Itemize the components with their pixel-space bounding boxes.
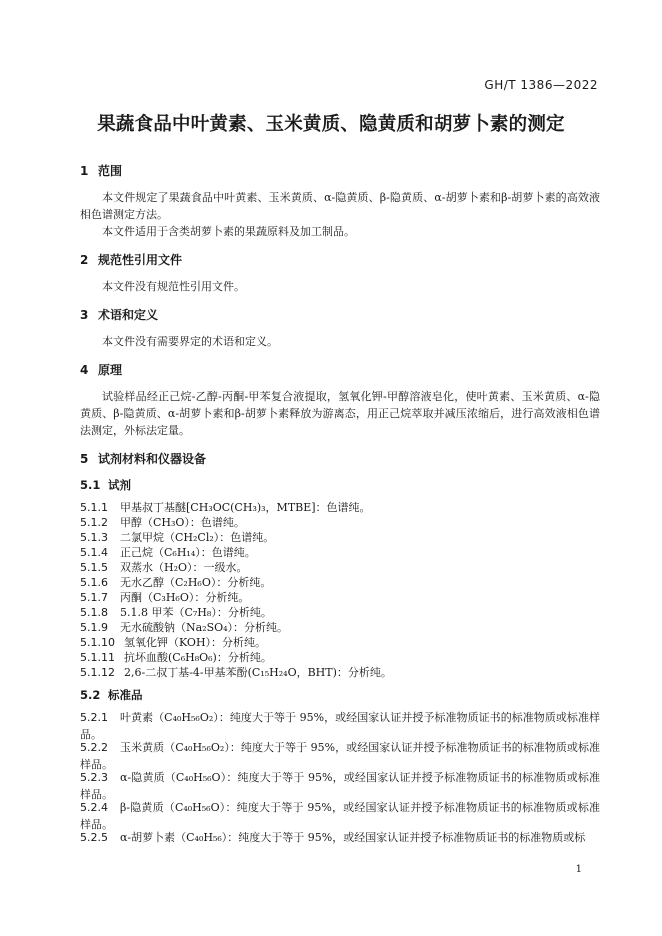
- section-4-heading: [80, 361, 122, 378]
- section-title: 原理: [98, 363, 123, 377]
- list-item: 5.2.1 叶黄素（C₄₀H₅₆O₂）：纯度大于等于 95%，或经国家认证并授予标准物质证书的标准物质或标准样品。: [80, 711, 600, 741]
- section-3-heading: [80, 306, 158, 323]
- section-5-heading: [80, 450, 206, 467]
- section-1-heading: [80, 162, 122, 179]
- list-item: 5.1.2 甲醇（CH₃O）：色谱纯。: [80, 516, 245, 529]
- section-4-paragraph-1: 试验样品经正己烷-乙醇-丙酮-甲苯复合液提取，氢氧化钾-甲醇溶液皂化，使叶黄素、玉米黄质、α-隐黄质、β-隐黄质、α-胡萝卜素和β-胡萝卜素释放为游离态，用正己烷萃取并减压浓缩后，进行高效液相色谱法测定，外标法定量。: [80, 390, 600, 437]
- list-item: 5.2.2 玉米黄质（C₄₀H₅₆O₂）：纯度大于等于 95%，或经国家认证并授予标准物质证书的标准物质或标准样品。: [80, 741, 600, 771]
- section-number: 5: [80, 452, 89, 466]
- section-5-2-heading: [80, 687, 143, 703]
- list-item: 5.1.7 丙酮（C₃H₆O）：分析纯。: [80, 591, 250, 604]
- list-item: 5.2.4 β-隐黄质（C₄₀H₅₆O）：纯度大于等于 95%，或经国家认证并授予标准物质证书的标准物质或标准样品。: [80, 801, 600, 831]
- section-1-paragraph-2: 本文件适用于含类胡萝卜素的果蔬原料及加工制品。: [102, 225, 355, 238]
- list-item: 5.1.5 双蒸水（H₂O）：一级水。: [80, 561, 248, 574]
- list-item: 5.2.3 α-隐黄质（C₄₀H₅₆O）：纯度大于等于 95%，或经国家认证并授予标准物质证书的标准物质或标准样品。: [80, 771, 600, 801]
- section-number: 1: [80, 164, 89, 178]
- list-item: 5.1.8 5.1.8 甲苯（C₇H₈）：分析纯。: [80, 606, 272, 619]
- section-title: 术语和定义: [98, 308, 159, 322]
- list-item: 5.1.1 甲基叔丁基醚[CH₃OC(CH₃)₃，MTBE]：色谱纯。: [80, 501, 371, 514]
- section-title: 规范性引用文件: [98, 253, 183, 267]
- standard-number: GH/T 1386—2022: [484, 78, 598, 92]
- subsection-number: 5.1: [80, 478, 101, 492]
- list-item: 5.1.6 无水乙醇（C₂H₆O）：分析纯。: [80, 576, 272, 589]
- list-item: 5.1.4 正己烷（C₆H₁₄）：色谱纯。: [80, 546, 256, 559]
- section-5-1-heading: [80, 477, 131, 493]
- list-item: 5.1.9 无水硫酸钠（Na₂SO₄）：分析纯。: [80, 621, 289, 634]
- section-number: 3: [80, 308, 89, 322]
- subsection-number: 5.2: [80, 688, 101, 702]
- section-title: 范围: [98, 164, 123, 178]
- section-title: 试剂材料和仪器设备: [98, 452, 207, 466]
- list-item: 5.1.12 2,6-二叔丁基-4-甲基苯酚(C₁₅H₂₄O，BHT)：分析纯。: [80, 666, 392, 679]
- subsection-title: 试剂: [108, 478, 131, 492]
- list-item: 5.1.11 抗坏血酸(C₆H₈O₆)：分析纯。: [80, 651, 272, 664]
- document-title: 果蔬食品中叶黄素、玉米黄质、隐黄质和胡萝卜素的测定: [97, 114, 565, 135]
- section-2-paragraph-1: 本文件没有规范性引用文件。: [102, 280, 245, 293]
- list-item: 5.2.5 α-胡萝卜素（C₄₀H₅₆）：纯度大于等于 95%，或经国家认证并授予标准物质证书的标准物质或标: [80, 831, 586, 844]
- section-3-paragraph-1: 本文件没有需要界定的术语和定义。: [102, 335, 278, 348]
- section-number: 4: [80, 363, 89, 377]
- subsection-title: 标准品: [108, 688, 143, 702]
- section-number: 2: [80, 253, 89, 267]
- list-item: 5.1.3 二氯甲烷（CH₂Cl₂）：色谱纯。: [80, 531, 275, 544]
- list-item: 5.1.10 氢氧化钾（KOH）：分析纯。: [80, 636, 267, 649]
- page-number: 1: [575, 864, 582, 875]
- section-1-paragraph-1: 本文件规定了果蔬食品中叶黄素、玉米黄质、α-隐黄质、β-隐黄质、α-胡萝卜素和β-胡萝卜素的高效液相色谱测定方法。: [80, 191, 600, 221]
- section-2-heading: [80, 251, 182, 268]
